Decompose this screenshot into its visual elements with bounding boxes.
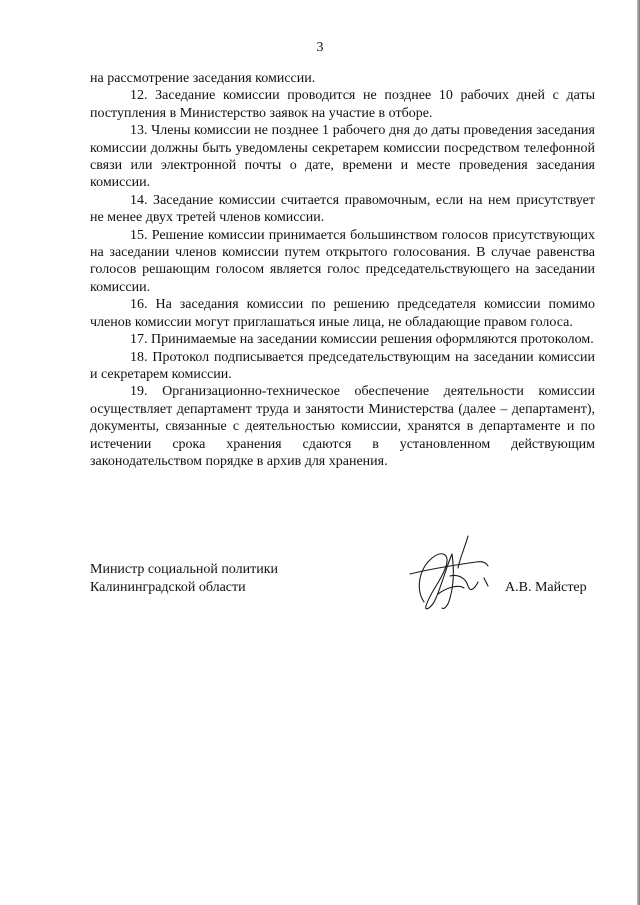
signatory-title-line1: Министр социальной политики [90, 562, 279, 577]
paragraph-18: 18. Протокол подписывается председательствующим на заседании комиссии и секретарем комиссии. [90, 349, 595, 382]
signatory-title [90, 561, 278, 597]
document-body [90, 70, 595, 470]
paragraph-16: 16. На заседания комиссии по решению председателя комиссии помимо членов комиссии могут приглашаться иные лица, не обладающие правом голоса. [90, 297, 595, 330]
paragraph-17: 17. Принимаемые на заседании комиссии решения оформляются протоколом. [130, 332, 594, 348]
paragraph-15: 15. Решение комиссии принимается большинством голосов присутствующих на заседании членов комиссии путем открытого голосования. В случае равенства голосов решающим голосом является голос председательствующего на заседании комиссии. [90, 227, 595, 295]
paragraph-12: 12. Заседание комиссии проводится не позднее 10 рабочих дней с даты поступления в Министерство заявок на участие в отборе. [90, 88, 595, 121]
paragraph-continuation: на рассмотрение заседания комиссии. [90, 71, 316, 86]
paragraph-13: 13. Члены комиссии не позднее 1 рабочего дня до даты проведения заседания комиссии должны быть уведомлены секретарем комиссии посредством телефонной связи или электронной почты о дате, времени и месте проведения заседания комиссии. [90, 123, 595, 191]
signatory-name: А.В. Майстер [505, 580, 587, 595]
signatory-title-line2: Калининградской области [90, 580, 246, 595]
paragraph-14: 14. Заседание комиссии считается правомочным, если на нем присутствует не менее двух третей членов комиссии. [90, 192, 595, 226]
paragraph-19: 19. Организационно-техническое обеспечение деятельности комиссии осуществляет департамент труда и занятости Министерства (далее – департамент), документы, связанные с деятельностью комиссии, хранятся в департаменте и по истечении срока хранения сдаются в установленном действующим законодательством порядке в архив для хранения. [90, 384, 595, 469]
page-number: 3 [316, 40, 324, 55]
handwritten-signature [402, 528, 494, 614]
